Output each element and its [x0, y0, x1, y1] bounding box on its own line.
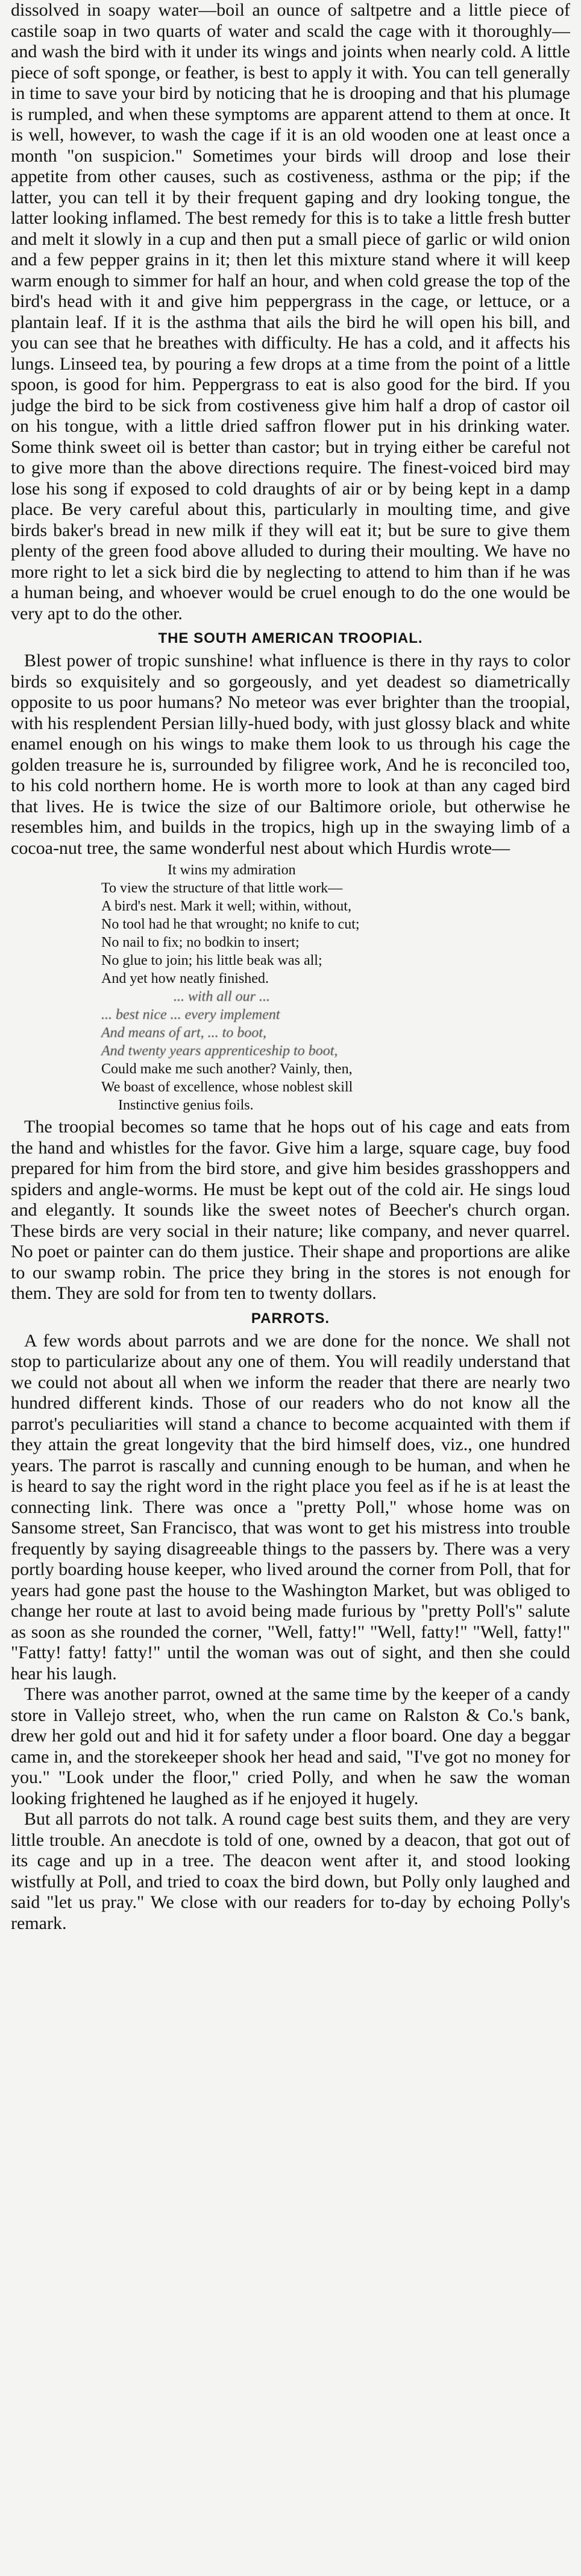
poem-line-smudged: ... best nice ... every implement	[101, 1007, 280, 1023]
poem-line: A bird's nest. Mark it well; within, without,	[101, 898, 351, 914]
intro-paragraph: dissolved in soapy water—boil an ounce of saltpetre and a little piece of castile soap in two quarts of water and scald the cage with it thoroughly—and wash the bird with it under its wings and joints when nearly cold. A little piece of soft sponge, or feather, is best to apply it with. You can tell generally in time to save your bird by noticing that he is drooping and that his plumage is rumpled, and when these symptoms are apparent attend to them at once. It is well, however, to wash the cage if it is an old wooden one at least once a month "on suspicion." Sometimes your birds will droop and lose their appetite from other causes, such as costiveness, asthma or the pip; if the latter, you can tell it by their frequent gaping and dry looking tongue, the latter looking inflamed. The best remedy for this is to take a little fresh butter and melt it slowly in a cup and then put a small piece of garlic or wild onion and a few pepper grains in it; then let this mixture stand where it will keep warm enough to simmer for half an hour, and when cold grease the top of the bird's head with it and give him peppergrass in the cage, or lettuce, or a plantain leaf. If it is the asthma that ails the bird he will open his bill, and you can see that he breathes with difficulty. He has a cold, and it affects his lungs. Linseed tea, by pouring a few drops at a time from the point of a little spoon, is good for him. Peppergrass to eat is also good for the bird. If you judge the bird to be sick from costiveness give him half a drop of castor oil on his tongue, with a little dried saffron flower put in his drinking water. Some think sweet oil is better than castor; but in trying either be careful not to give more than the above directions require. The finest-voiced bird may lose his song if exposed to cold draughts of air or by being kept in a damp place. Be very careful about this, particularly in moulting time, and give birds baker's bread in new milk if they will eat it; but be sure to give them plenty of the green food above alluded to during their moulting. We have no more right to let a sick bird die by neglecting to attend to him than if he was a human being, and whoever would be cruel enough to do the one would be very apt to do the other.	[11, 0, 570, 623]
poem-excerpt	[11, 861, 570, 1114]
poem-line: To view the structure of that little work—	[101, 880, 343, 896]
poem-line-smudged: ... with all our ...	[174, 989, 271, 1005]
poem-line: We boast of excellence, whose noblest skill	[101, 1079, 353, 1095]
poem-line: No glue to join; his little beak was all;	[101, 953, 322, 968]
article-column	[11, 0, 570, 2576]
poem-line: No nail to fix; no bodkin to insert;	[101, 935, 300, 950]
poem-line: Instinctive genius foils.	[118, 1097, 254, 1113]
parrots-paragraph-1: A few words about parrots and we are done for the nonce. We shall not stop to particularize about any one of them. You will readily understand that we could not about all when we inform the reader that there are nearly two hundred different kinds. Those of our readers who do not know all the parrot's peculiarities will stand a chance to become acquainted with them if they attain the great longevity that the bird himself does, viz., one hundred years. The parrot is rascally and cunning enough to be human, and when he is heard to say the right word in the right place you feel as if he is at least the connecting link. There was once a "pretty Poll," whose home was on Sansome street, San Francisco, that was wont to get his mistress into trouble frequently by saying disagreeable things to the passers by. There was a very portly boarding house keeper, who lived around the corner from Poll, that for years had gone past the house to the Washington Market, but was obliged to change her route at last to avoid being made furious by "pretty Poll's" salute as soon as she rounded the corner, "Well, fatty!" "Well, fatty!" "Well, fatty!" "Fatty! fatty! fatty!" until the woman was out of sight, and then she could hear his laugh.	[11, 1330, 570, 1684]
parrots-paragraph-2: There was another parrot, owned at the same time by the keeper of a candy store in Vallejo street, who, when the run came on Ralston & Co.'s bank, drew her gold out and hid it for safety under a floor board. One day a beggar came in, and the storekeeper shook her head and said, "I've got no money for you." "Look under the floor," cried Polly, and when he saw the woman looking frightened he laughed as if he enjoyed it hugely.	[11, 1684, 570, 1808]
troopial-paragraph-2: The troopial becomes so tame that he hops out of his cage and eats from the hand and whistles for the favor. Give him a large, square cage, buy food prepared for him from the bird store, and give him besides grasshoppers and spiders and angle-worms. He must be kept out of the cold air. He sings loud and elegantly. It sounds like the sweet notes of Beecher's church organ. These birds are very social in their nature; like company, and never quarrel. No poet or painter can do them justice. Their shape and proportions are alike to our swamp robin. The price they bring in the stores is not enough for them. They are sold for from ten to twenty dollars.	[11, 1117, 570, 1303]
poem-line-smudged: And twenty years apprenticeship to boot,	[101, 1043, 338, 1059]
poem-line: And yet how neatly finished.	[101, 971, 269, 987]
poem-line: Could make me such another? Vainly, then,	[101, 1061, 353, 1077]
poem-line: No tool had he that wrought; no knife to cut;	[101, 917, 360, 932]
poem-line: It wins my admiration	[168, 862, 296, 878]
section-heading-troopial: THE SOUTH AMERICAN TROOPIAL.	[158, 630, 423, 646]
parrots-paragraph-3: But all parrots do not talk. A round cage best suits them, and they are very little trouble. An anecdote is told of one, owned by a deacon, that got out of its cage and up in a tree. The deacon went after it, and stood looking wistfully at Poll, and tried to coax the bird down, but Polly only laughed and said "let us pray." We close with our readers for to-day by echoing Polly's remark.	[11, 1809, 570, 1933]
poem-line-smudged: And means of art, ... to boot,	[101, 1025, 266, 1041]
troopial-paragraph-1: Blest power of tropic sunshine! what influence is there in thy rays to color birds so exquisitely and so gorgeously, and yet deadest so diametrically opposite to us poor humans? No meteor was ever brighter than the troopial, with his resplendent Persian lilly-hued body, with just glossy black and white enamel enough on his wings to make them look to us through his cage the golden treasure he is, surrounded by filigree work, And he is reconciled too, to his cold northern home. He is worth more to look at than any caged bird that lives. He is twice the size of our Baltimore oriole, but otherwise he resembles him, and builds in the tropics, high up in the swaying limb of a cocoa-nut tree, the same wonderful nest about which Hurdis wrote—	[11, 651, 570, 858]
section-heading-parrots: PARROTS.	[251, 1310, 330, 1327]
